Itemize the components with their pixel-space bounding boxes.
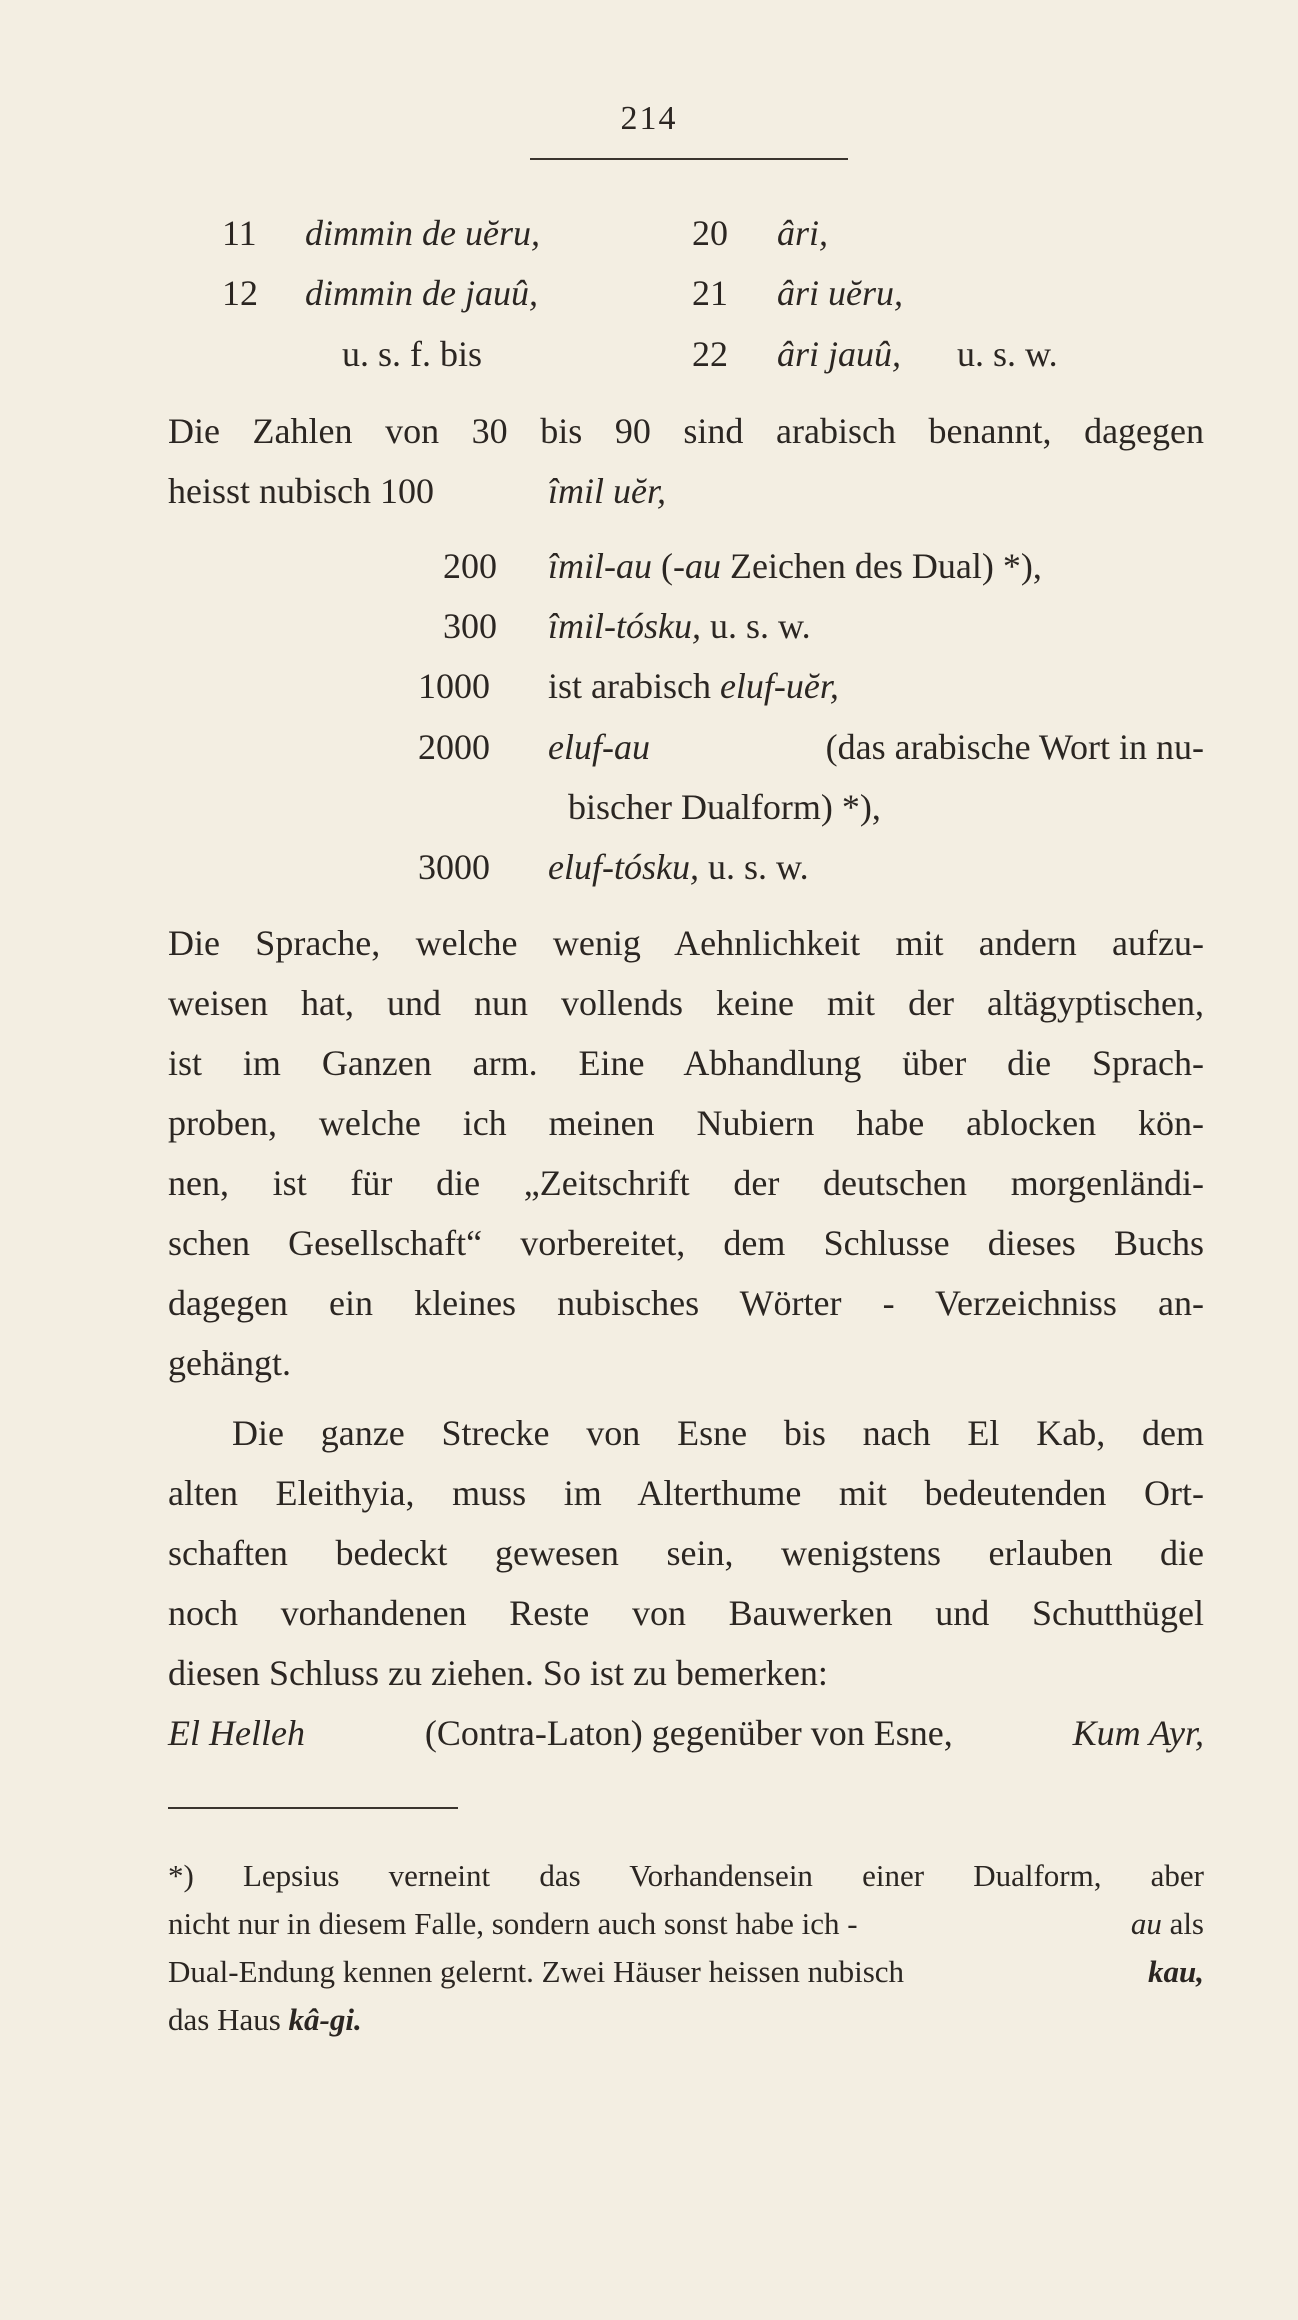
footnote-line-1: *) Lepsius verneint das Vorhandensein einer Dualform, aber: [168, 1858, 1204, 1893]
hundreds-row-3000: [548, 846, 809, 888]
last-line: [168, 1712, 1204, 1754]
hundreds-rest-300: u. s. w.: [709, 606, 811, 646]
hundreds-rest-pre-1000: ist arabisch: [548, 666, 720, 706]
hundreds-rest-it-1000: eluf-uĕr,: [719, 666, 839, 706]
table-row-2-num1: 12: [222, 273, 258, 313]
hundreds-continuation: bischer Dualform) *),: [568, 787, 881, 827]
hundreds-word-3000: eluf-tósku,: [548, 847, 699, 887]
table-row-2-word1: dimmin de jauû,: [305, 273, 538, 313]
table-row-1-num1: 11: [222, 213, 257, 253]
para1-line-5: nen, ist für die „Zeitschrift der deutschen morgenländi-: [168, 1163, 1204, 1203]
hundreds-rest-2000: (das arabische Wort in nu-: [825, 727, 1204, 767]
footnote-rule: [168, 1807, 458, 1809]
page-number: 214: [620, 100, 678, 137]
para2-line-3: schaften bedeckt gewesen sein, wenigstens erlauben die: [168, 1533, 1204, 1573]
para1-line-7: dagegen ein kleines nubisches Wörter - Verzeichniss an-: [168, 1283, 1204, 1323]
intro-line-2-text: heisst nubisch 100: [168, 471, 434, 511]
header-rule: [530, 158, 848, 160]
para1-line-6: schen Gesellschaft“ vorbereitet, dem Schlusse dieses Buchs: [168, 1223, 1204, 1263]
hundreds-word-200: îmil-au: [548, 546, 652, 586]
hundreds-rest-post-200: Zeichen des Dual) *),: [720, 546, 1042, 586]
footnote-line-4-italic: kâ-gi.: [288, 2002, 362, 2037]
hundreds-rest-pre-200: (-: [661, 546, 685, 586]
para2-line-5: diesen Schluss zu ziehen. So ist zu bemerken:: [168, 1653, 828, 1693]
footnote-line-4-text: das Haus: [168, 2002, 289, 2037]
table-row-3-word2: âri jauû,: [777, 334, 902, 374]
hundreds-row-2000: [548, 726, 1204, 768]
table-row-3-word1: u. s. f. bis: [342, 334, 483, 374]
hundreds-num-1000: 1000: [418, 666, 490, 706]
table-row-2-word2: âri uĕru,: [777, 273, 903, 313]
intro-line-1: Die Zahlen von 30 bis 90 sind arabisch benannt, dagegen: [168, 411, 1204, 451]
hundreds-row-300: [548, 605, 811, 647]
last-line-place-1: El Helleh: [168, 1713, 305, 1753]
table-row-1-num2: 20: [692, 213, 728, 253]
footnote-line-3-text: Dual-Endung kennen gelernt. Zwei Häuser heissen nubisch: [168, 1954, 905, 1989]
intro-line-2-word: îmil uĕr,: [548, 471, 667, 511]
para1-line-1: Die Sprache, welche wenig Aehnlichkeit mit andern aufzu-: [168, 923, 1204, 963]
para2-line-4: noch vorhandenen Reste von Bauwerken und Schutthügel: [168, 1593, 1204, 1633]
footnote-line-2-text: nicht nur in diesem Falle, sondern auch sonst habe ich -: [168, 1906, 858, 1941]
hundreds-row-1000: [548, 665, 839, 707]
footnote-line-2: [168, 1906, 1204, 1942]
table-row-3-tail: u. s. w.: [957, 334, 1058, 374]
para2-line-1: Die ganze Strecke von Esne bis nach El Kab, dem: [232, 1413, 1204, 1453]
para1-line-2: weisen hat, und nun vollends keine mit der altägyptischen,: [168, 983, 1204, 1023]
hundreds-num-300: 300: [443, 606, 497, 646]
footnote-line-4: [168, 2002, 362, 2038]
hundreds-row-200: [548, 545, 1042, 587]
footnote-line-3: [168, 1954, 1204, 1990]
footnote-line-2-end: als: [1161, 1906, 1204, 1941]
para1-line-3: ist im Ganzen arm. Eine Abhandlung über die Sprach-: [168, 1043, 1204, 1083]
table-row-1-word2: âri,: [777, 213, 829, 253]
last-line-mid: (Contra-Laton) gegenüber von Esne,: [424, 1713, 953, 1753]
hundreds-word-2000: eluf-au: [548, 727, 650, 767]
hundreds-num-200: 200: [443, 546, 497, 586]
para1-line-4: proben, welche ich meinen Nubiern habe ablocken kön-: [168, 1103, 1204, 1143]
table-row-2-num2: 21: [692, 273, 728, 313]
footnote-line-2-italic: au: [1130, 1906, 1162, 1941]
last-line-place-2: Kum Ayr,: [1072, 1713, 1204, 1753]
hundreds-rest-3000: u. s. w.: [707, 847, 809, 887]
table-row-3-num2: 22: [692, 334, 728, 374]
hundreds-num-2000: 2000: [418, 727, 490, 767]
hundreds-num-3000: 3000: [418, 847, 490, 887]
para1-line-8: gehängt.: [168, 1343, 291, 1383]
footnote-line-3-italic: kau,: [1148, 1954, 1204, 1989]
table-row-1-word1: dimmin de uĕru,: [305, 213, 540, 253]
para2-line-2: alten Eleithyia, muss im Alterthume mit bedeutenden Ort-: [168, 1473, 1204, 1513]
hundreds-word-300: îmil-tósku,: [548, 606, 701, 646]
hundreds-rest-it-200: au: [684, 546, 721, 586]
